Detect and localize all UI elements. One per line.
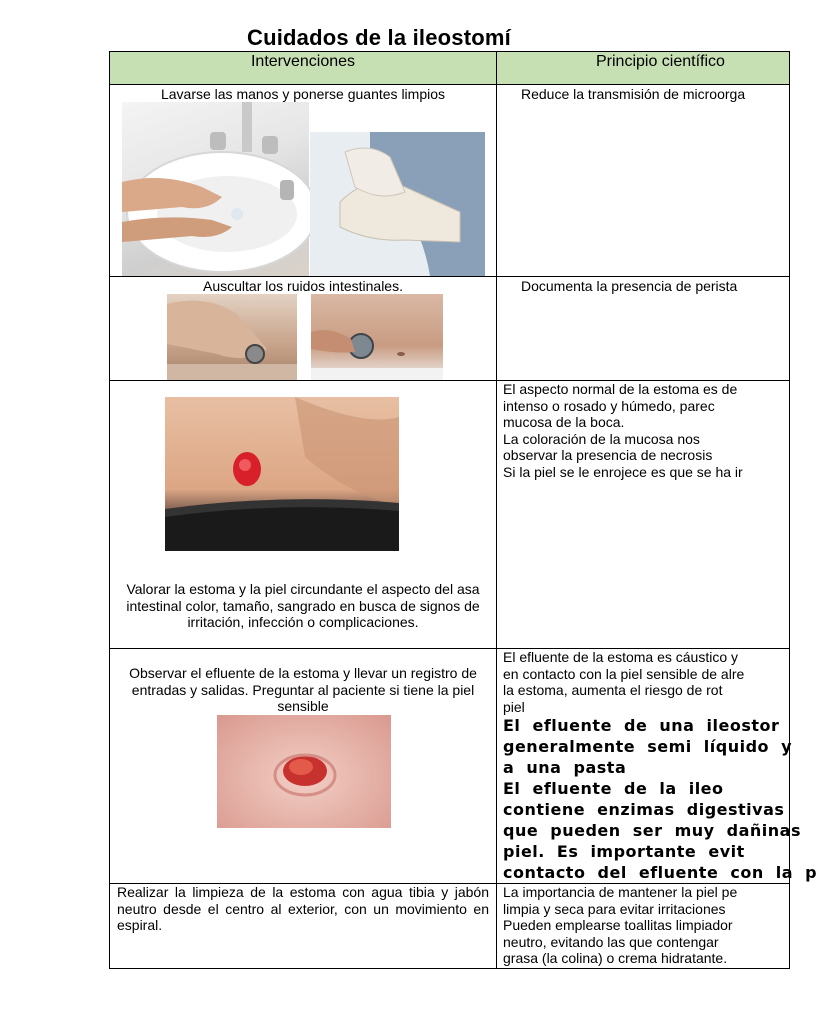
principle-text — [497, 85, 789, 103]
table-row — [110, 381, 790, 649]
principle-line: La coloración de la mucosa nos — [503, 430, 700, 447]
principle-line: Reduce la transmisión de microorga — [521, 86, 746, 102]
principle-cell — [497, 277, 790, 381]
principle-text — [497, 381, 789, 480]
table-row — [110, 649, 790, 884]
principle-line: en contacto con la piel sensible de alre — [503, 665, 745, 682]
table-row — [110, 85, 790, 277]
handwashing-photo — [122, 102, 309, 276]
auscultation-photo-1 — [167, 294, 297, 380]
header-principle: Principio científico — [497, 52, 790, 85]
principle-line: El efluente de la estoma es cáustico y — [503, 649, 739, 665]
intervention-text: Lavarse las manos y ponerse guantes limpios — [160, 86, 446, 102]
principle-line: limpia y seca para evitar irritaciones — [503, 900, 726, 917]
principle-text — [497, 884, 789, 967]
principle-cell — [497, 649, 817, 884]
intervention-text: Valorar la estoma y la piel circundante el aspecto del asa intestinal color, tamaño, sangrado en busca de signos de irritación, infección o complicaciones. — [126, 581, 480, 630]
gloves-photo — [310, 132, 485, 276]
header-interventions: Intervenciones — [110, 52, 497, 85]
principle-text — [497, 277, 789, 295]
principle-line: la estoma, aumenta el riesgo de rot — [503, 682, 723, 698]
principle-bold-line: contacto del efluente con la p — [503, 863, 817, 882]
intervention-cell — [110, 884, 497, 969]
intervention-text: Auscultar los ruidos intestinales. — [203, 278, 403, 294]
principle-line: neutro, evitando las que contengar — [503, 933, 719, 950]
principle-line: observar la presencia de necrosis — [503, 447, 713, 463]
principle-bold-line: que pueden ser muy dañinas — [503, 821, 801, 840]
table-row — [110, 277, 790, 381]
table-header-row — [110, 52, 790, 85]
intervention-text: Observar el efluente de la estoma y llevar un registro de entradas y salidas. Preguntar al paciente si tiene la piel sensible — [129, 665, 477, 714]
intervention-cell — [110, 277, 497, 381]
principle-cell — [497, 884, 790, 969]
principle-cell — [497, 381, 790, 649]
intervention-cell — [110, 649, 497, 884]
principle-bold-line: generalmente semi líquido y — [503, 737, 793, 756]
principle-line: La importancia de mantener la piel pe — [503, 884, 738, 900]
intervention-text: Realizar la limpieza de la estoma con agua tibia y jabón neutro desde el centro al exterior, con un movimiento en espiral. — [117, 884, 489, 933]
intervention-cell — [110, 85, 497, 277]
stoma-photo — [165, 397, 399, 551]
auscultation-photo-2 — [311, 294, 443, 380]
principle-line: intenso o rosado y húmedo, parec — [503, 397, 715, 414]
principle-line: Pueden emplearse toallitas limpiador — [503, 917, 733, 933]
principle-bold-line: a una pasta — [503, 758, 627, 777]
principle-bold-text — [497, 715, 817, 883]
principle-text — [497, 649, 789, 715]
document-title: Cuidados de la ileostomí — [247, 25, 511, 50]
care-table — [109, 51, 817, 969]
principle-line: El aspecto normal de la estoma es de — [503, 381, 738, 397]
principle-line: Si la piel se le enrojece es que se ha ir — [503, 463, 743, 480]
principle-cell — [497, 85, 790, 277]
principle-bold-line: El efluente de una ileostor — [503, 716, 780, 735]
principle-line: Documenta la presencia de perista — [521, 278, 738, 294]
principle-line: mucosa de la boca. — [503, 414, 625, 430]
table-row — [110, 884, 790, 969]
principle-line: grasa (la colina) o crema hidratante. — [503, 950, 728, 966]
principle-bold-line: piel. Es importante evit — [503, 842, 745, 861]
intervention-cell — [110, 381, 497, 649]
principle-bold-line: contiene enzimas digestivas — [503, 800, 785, 819]
principle-bold-line: El efluente de la ileo — [503, 779, 724, 798]
principle-line: piel — [503, 698, 525, 715]
effluent-stoma-photo — [217, 715, 391, 828]
